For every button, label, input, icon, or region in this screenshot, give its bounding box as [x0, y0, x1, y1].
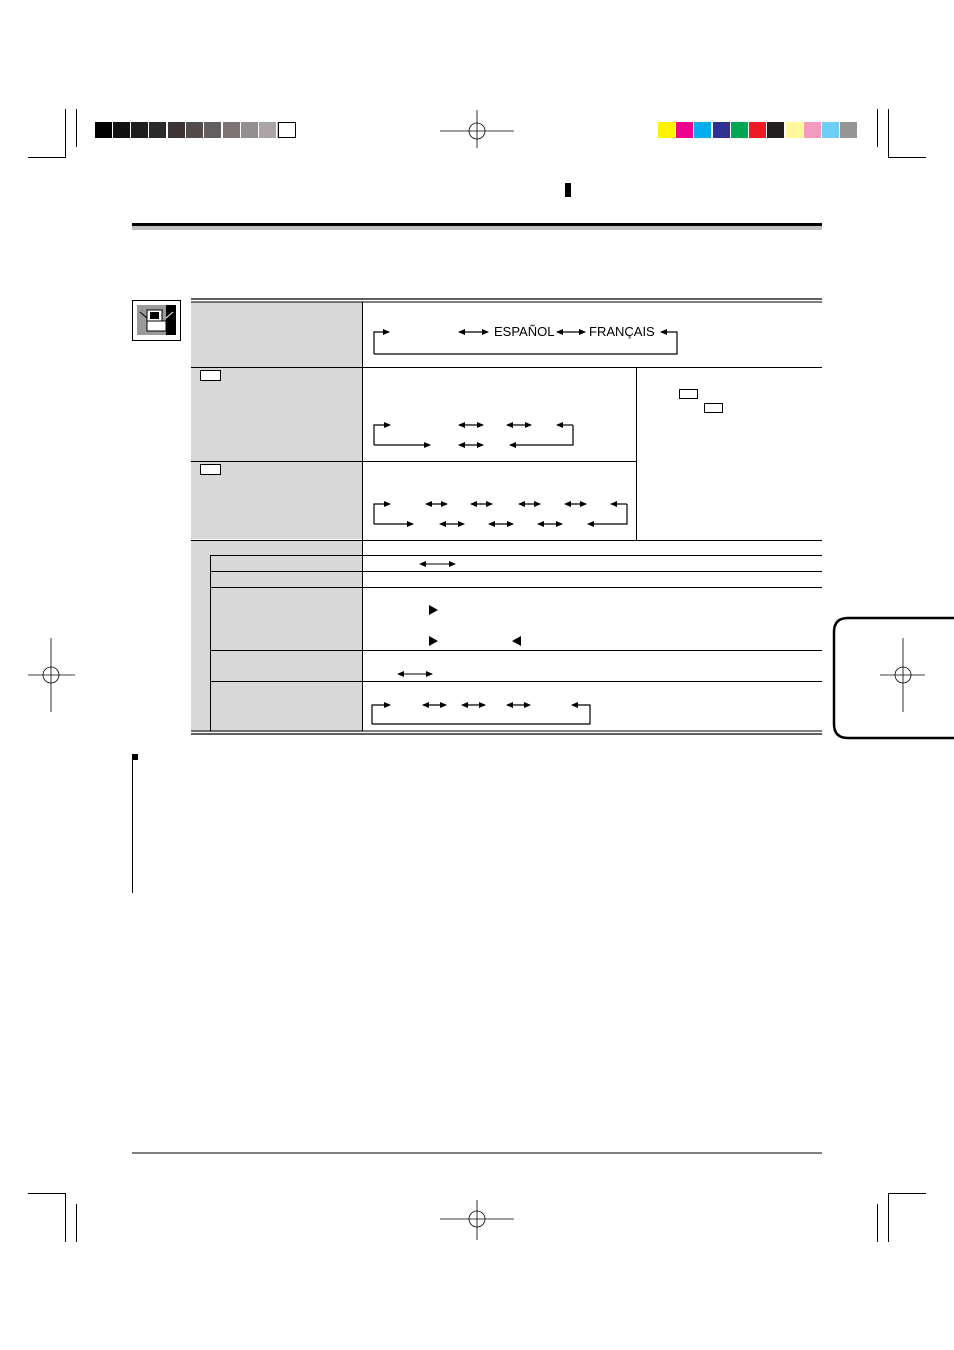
indicator-box [200, 464, 221, 475]
registration-target-bottom [440, 1200, 514, 1240]
registration-target-top [440, 110, 514, 148]
registration-target-left [28, 638, 75, 712]
registration-target-right [880, 638, 925, 712]
indicator-box [704, 403, 723, 413]
language-option-francais: FRANÇAIS [589, 324, 655, 339]
setup-menu-icon [133, 301, 181, 341]
indicator-box [200, 370, 221, 381]
indicator-box [679, 389, 698, 399]
language-option-espanol: ESPAÑOL [494, 324, 555, 339]
